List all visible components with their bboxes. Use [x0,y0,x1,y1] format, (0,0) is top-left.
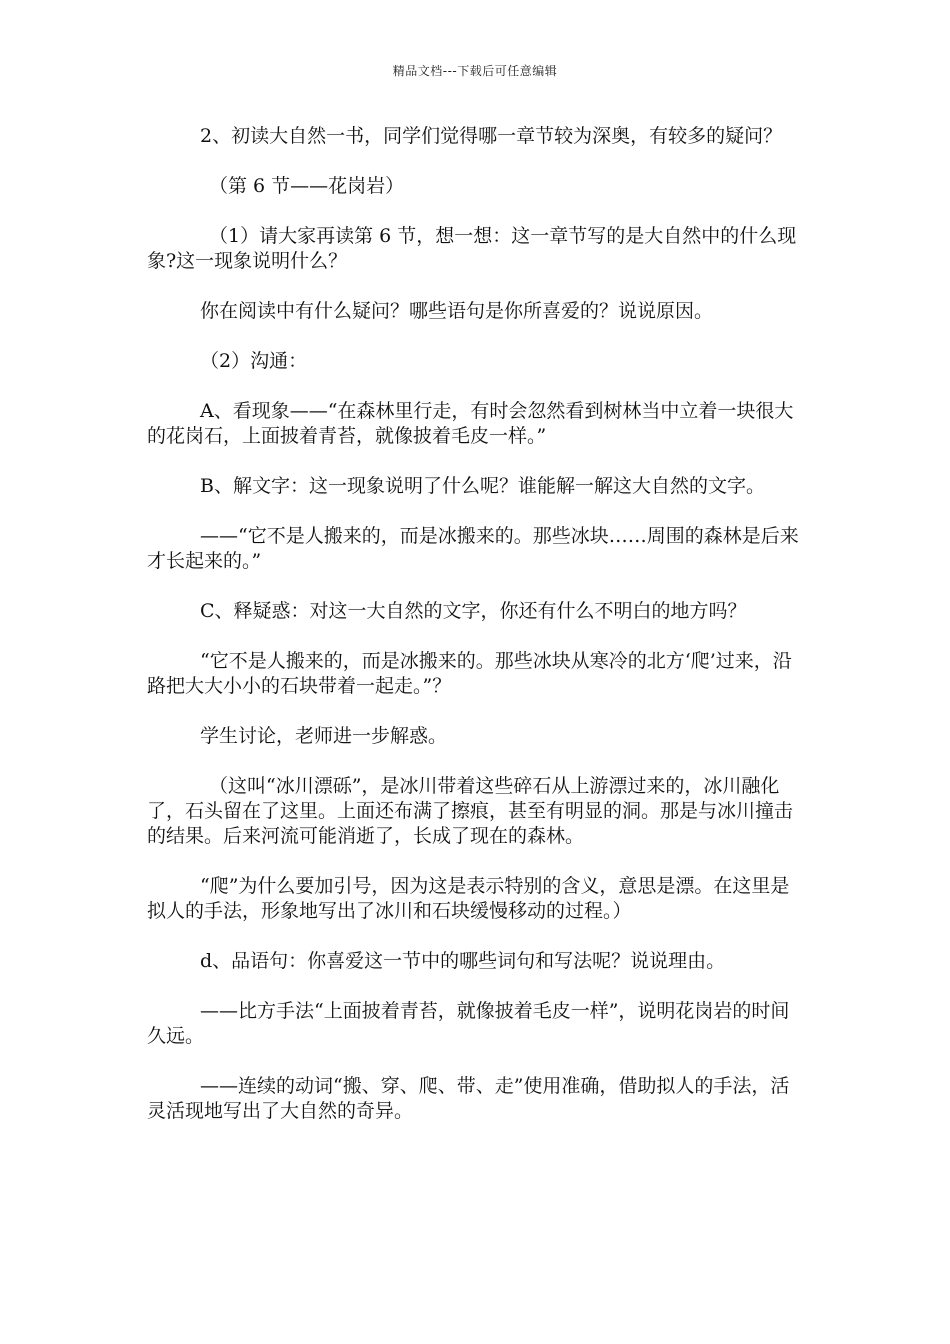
page-header: 精品文档---下载后可任意编辑 [392,64,558,78]
paragraph-c-doubt: C、释疑惑：对这一大自然的文字，你还有什么不明白的地方吗？ [200,600,747,622]
paragraph-simile: ——比方手法“上面披着青苔，就像披着毛皮一样”，说明花岗岩的时间久远。 [147,1000,790,1047]
paragraph-step-2: （2）沟通： [200,350,308,372]
paragraph-question-2: 2、初读大自然一书，同学们觉得哪一章节较为深奥，有较多的疑问？ [200,125,783,147]
paragraph-quote-crawl: “它不是人搬来的，而是冰搬来的。那些冰块从寒冷的北方‘爬’过来，沿路把大大小小的石块带着一起走。”？ [147,650,792,697]
paragraph-b-text: B、解文字：这一现象说明了什么呢？谁能解一解这大自然的文字。 [200,475,765,497]
paragraph-quote-reason: “爬”为什么要加引号，因为这是表示特别的含义，意思是漂。在这里是拟人的手法，形象地写出了冰川和石块缓慢移动的过程。） [147,875,790,922]
paragraph-section-6: （第 6 节——花岗岩） [209,175,405,197]
paragraph-a-phenomenon: A、看现象——“在森林里行走，有时会忽然看到树林当中立着一块很大的花岗石，上面披着青苔，就像披着毛皮一样。” [147,400,794,447]
paragraph-verbs: ——连续的动词“搬、穿、爬、带、走”使用准确，借助拟人的手法，活灵活现地写出了大自然的奇异。 [147,1075,790,1122]
paragraph-quote-ice: ——“它不是人搬来的，而是冰搬来的。那些冰块……周围的森林是后来才长起来的。” [147,525,799,572]
paragraph-d-sentences: d、品语句：你喜爱这一节中的哪些词句和写法呢？说说理由。 [200,950,726,972]
paragraph-step-1: （1）请大家再读第 6 节，想一想：这一章节写的是大自然中的什么现象?这一现象说明什么？ [147,225,797,272]
document-body [147,124,807,1149]
paragraph-glacier-explanation: （这叫“冰川漂砾”，是冰川带着这些碎石从上游漂过来的，冰川融化了，石头留在了这里。上面还布满了擦痕，甚至有明显的洞。那是与冰川撞击的结果。后来河流可能消逝了，长成了现在的森林。 [147,775,794,847]
paragraph-reading-question: 你在阅读中有什么疑问？哪些语句是你所喜爱的？说说原因。 [200,300,714,322]
paragraph-discussion: 学生讨论，老师进一步解惑。 [200,725,448,747]
